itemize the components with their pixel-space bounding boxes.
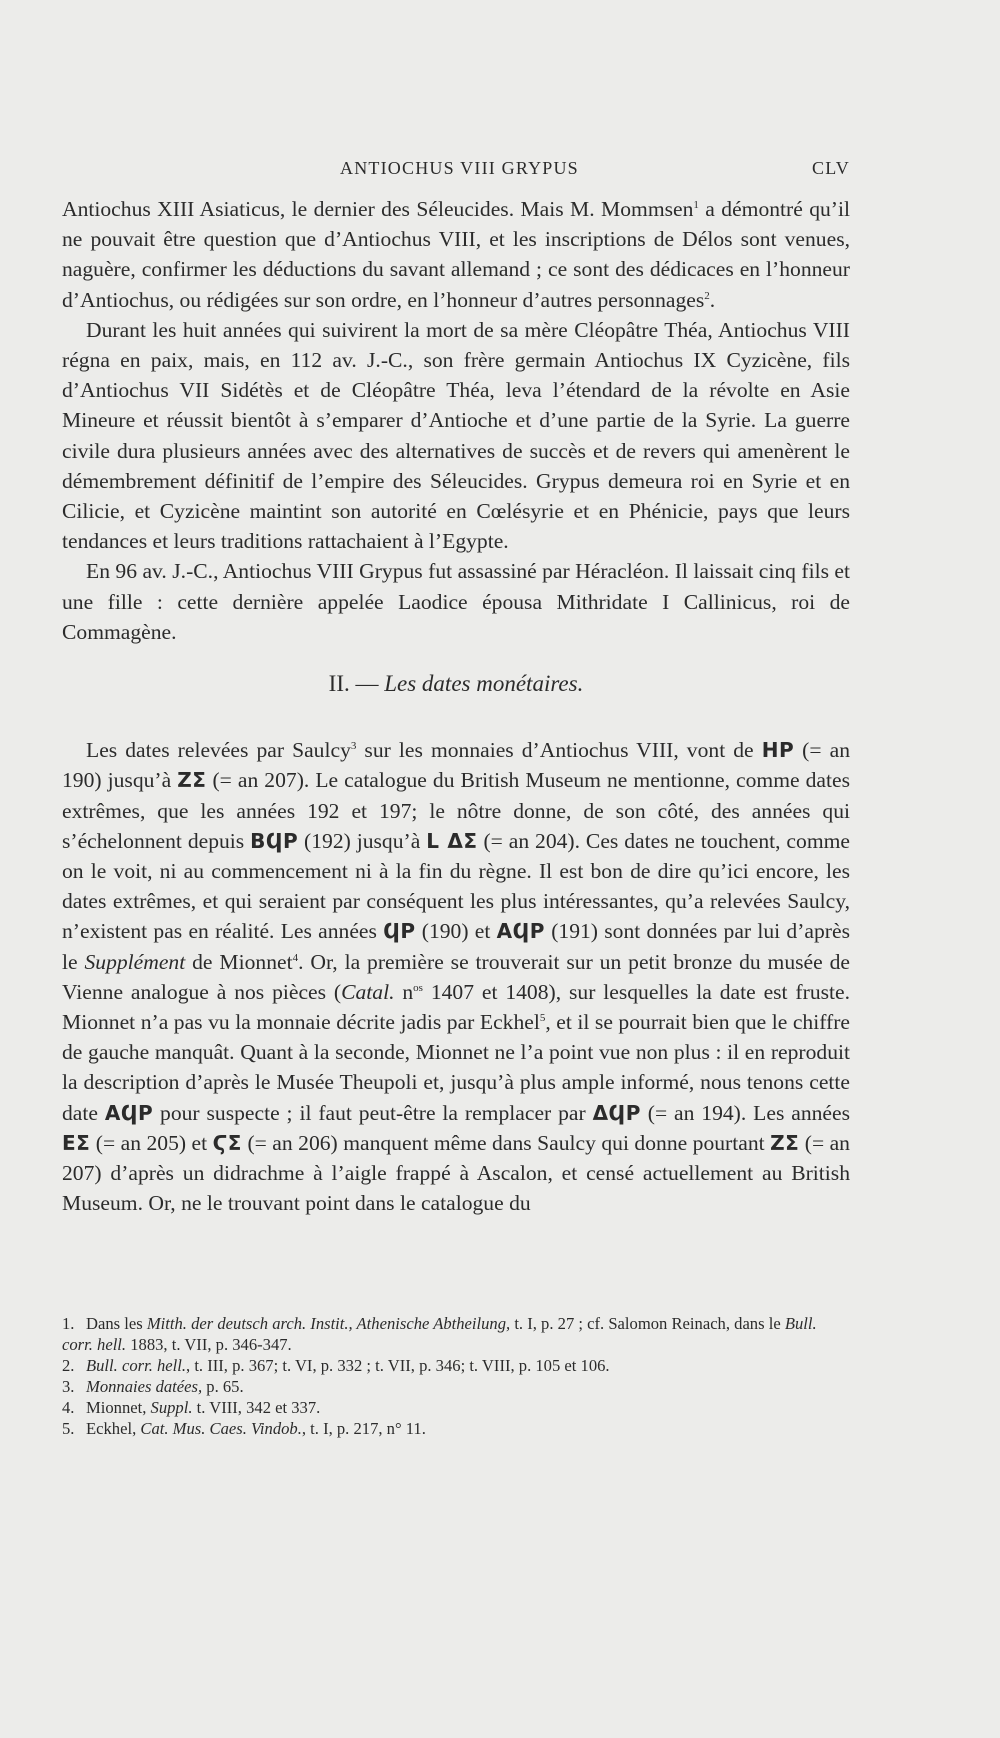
footnote-ref: 3 [350,740,357,753]
italic-title: Suppl. [150,1398,193,1417]
text-run: Mionnet, [86,1398,151,1417]
section-title: Les dates monétaires. [384,671,584,697]
text-run: , et il se pourrait bien que le chiffre de gauche manquât. Quant à la seconde, Mionnet ne l’a point vue non plus : il en reproduit la description d’après le Musée Theupoli et, jusqu’à plus ample informé, nous tenons cette date [62,1010,850,1125]
text-run: , t. III, p. 367; t. VI, p. 332 ; t. VII, p. 346; t. VIII, p. 105 et 106. [186,1356,610,1375]
text-run: , t. I, p. 217, n° 11. [301,1419,426,1438]
greek-date: ΖΣ [177,768,207,793]
footnote-number: 4. [62,1398,75,1417]
footnote-ref: 4 [292,951,299,964]
text-run: (= an 194). Les années [640,1100,850,1125]
text-run: n [394,979,414,1004]
footnote-number: 5. [62,1419,75,1438]
text-run: (192) jusqu’à [298,828,427,853]
text-run: (= an 207) d’après un didrachme à l’aigle frappé à Ascalon, et censé actuellement au British Museum. Or, ne le trouvant point dans le catalogue du [62,1130,850,1216]
footnote-ref: 2 [704,289,710,302]
text-run: (= an 205) et [90,1130,213,1155]
paragraph-2: Durant les huit années qui suivirent la mort de sa mère Cléopâtre Théa, Antiochus VIII régna en paix, mais, en 112 av. J.-C., son frère germain Antiochus IX Cyzicène, fils d’Antiochus VII Sidétès et de Cléopâtre Théa, leva l’étendard de la révolte en Asie Mineure et réussit bientôt à s’emparer d’Antioche et d’une partie de la Syrie. La guerre civile dura plusieurs années avec des alternatives de succès et de revers qui amenèrent le démembrement définitif de l’empire des Séleucides. Grypus demeura roi en Syrie et en Cilicie, et Cyzicène maintint son autorité en Cœlésyrie et en Phénicie, pays que leurs tendances et leurs traditions rattachaient à l’Egypte. [62,317,850,554]
text-run: p. 65. [202,1377,244,1396]
text-run: de Mionnet [185,949,293,974]
footnotes [62,1313,850,1439]
greek-date: ΑϤΡ [496,919,545,944]
text-run: pour suspecte ; il faut peut-être la remplacer par [153,1100,593,1125]
footnote-4 [62,1397,850,1418]
section-number: II. — [328,671,385,697]
superscript: os [413,981,423,994]
italic-title: Bull. corr. hell. [86,1356,187,1375]
greek-date: ΑϤΡ [104,1100,154,1125]
main-text [62,194,850,1219]
text-run: Les dates relevées par Saulcy [86,738,351,763]
section-heading [62,669,850,699]
text-run: (= an 204). Ces dates ne touchent, comme on le voit, ni au commencement ni à la fin du règne. Il est bon de dire qu’ici encore, les dates extrêmes, et qui seraient par conséquent les plus intéressantes, qu’a relevées Saulcy, n’existent pas en réalité. Les années [62,828,850,944]
text-run: 1883, t. VII, p. 346-347. [126,1335,292,1354]
text-run: (191) sont données par lui d’après le [62,919,850,974]
footnote-2 [62,1355,850,1376]
greek-date: ΕΣ [62,1130,91,1155]
italic-title: Cat. Mus. Caes. Vindob. [140,1419,302,1438]
footnote-5 [62,1418,850,1439]
text-run: 1407 et 1408), sur lesquelles la date est fruste. Mionnet n’a pas vu la monnaie décrite jadis par Eckhel [62,979,850,1035]
italic-title: Supplément [84,949,186,974]
greek-date: ϚΣ [212,1130,242,1155]
text-run: Dans les [86,1314,147,1333]
italic-title: Catal. [341,979,395,1004]
paragraph-4 [62,735,850,1218]
footnote-ref: 1 [693,198,699,211]
footnote-number: 1. [62,1314,75,1333]
footnote-1 [62,1313,850,1355]
text-run: . [709,287,716,312]
italic-title: Monnaies datées, [86,1377,203,1396]
paragraph-1 [62,194,850,315]
footnote-number: 2. [62,1356,75,1375]
footnote-ref: 5 [539,1011,546,1024]
footnote-number: 3. [62,1377,75,1396]
text-run: Eckhel, [86,1419,141,1438]
text-run: (190) et [415,919,497,944]
text-run: (= an 190) jusqu’à [62,738,850,793]
italic-title: Mitth. der deutsch arch. Instit., Athenische Abtheilung, [146,1314,511,1333]
greek-date: ΔϤΡ [592,1100,641,1125]
italic-title: Bull. corr. hell. [62,1314,817,1354]
page-number: CLV [812,158,850,178]
running-title: ANTIOCHUS VIII GRYPUS [340,158,579,178]
greek-date: ϤΡ [383,919,416,944]
greek-date: L ΔΣ [426,828,478,853]
text-run: t. VIII, 342 et 337. [192,1398,321,1417]
footnote-3 [62,1376,850,1397]
greek-date: ΒϤΡ [250,828,299,853]
text-run: Antiochus XIII Asiaticus, le dernier des Séleucides. Mais M. Mommsen [62,197,694,221]
text-run: a démontré qu’il ne pouvait être question que d’Antiochus VIII, et les inscriptions de Délos sont venues, naguère, confirmer les déductions du savant allemand ; ce sont des dédicaces en l’honneur d’Antiochus, ou rédigées sur son ordre, en l’honneur d’autres personnages [62,197,850,312]
greek-date: ΖΣ [770,1130,800,1155]
text-run: . Or, la première se trouverait sur un petit bronze du musée de Vienne analogue à nos pièces ( [62,949,850,1004]
text-run: (= an 207). Le catalogue du British Museum ne mentionne, comme dates extrêmes, que les années 192 et 197; le nôtre donne, de son côté, des années qui s’échelonnent depuis [62,768,850,853]
text-run: (= an 206) manquent même dans Saulcy qui donne pourtant [241,1130,771,1155]
greek-date: ΗΡ [761,738,795,763]
text-run: t. I, p. 27 ; cf. Salomon Reinach, dans le [510,1314,785,1333]
text-run: sur les monnaies d’Antiochus VIII, vont de [356,738,762,763]
paragraph-3: En 96 av. J.-C., Antiochus VIII Grypus fut assassiné par Héracléon. Il laissait cinq fils et une fille : cette dernière appelée Laodice épousa Mithridate I Callinicus, roi de Commagène. [62,559,850,644]
